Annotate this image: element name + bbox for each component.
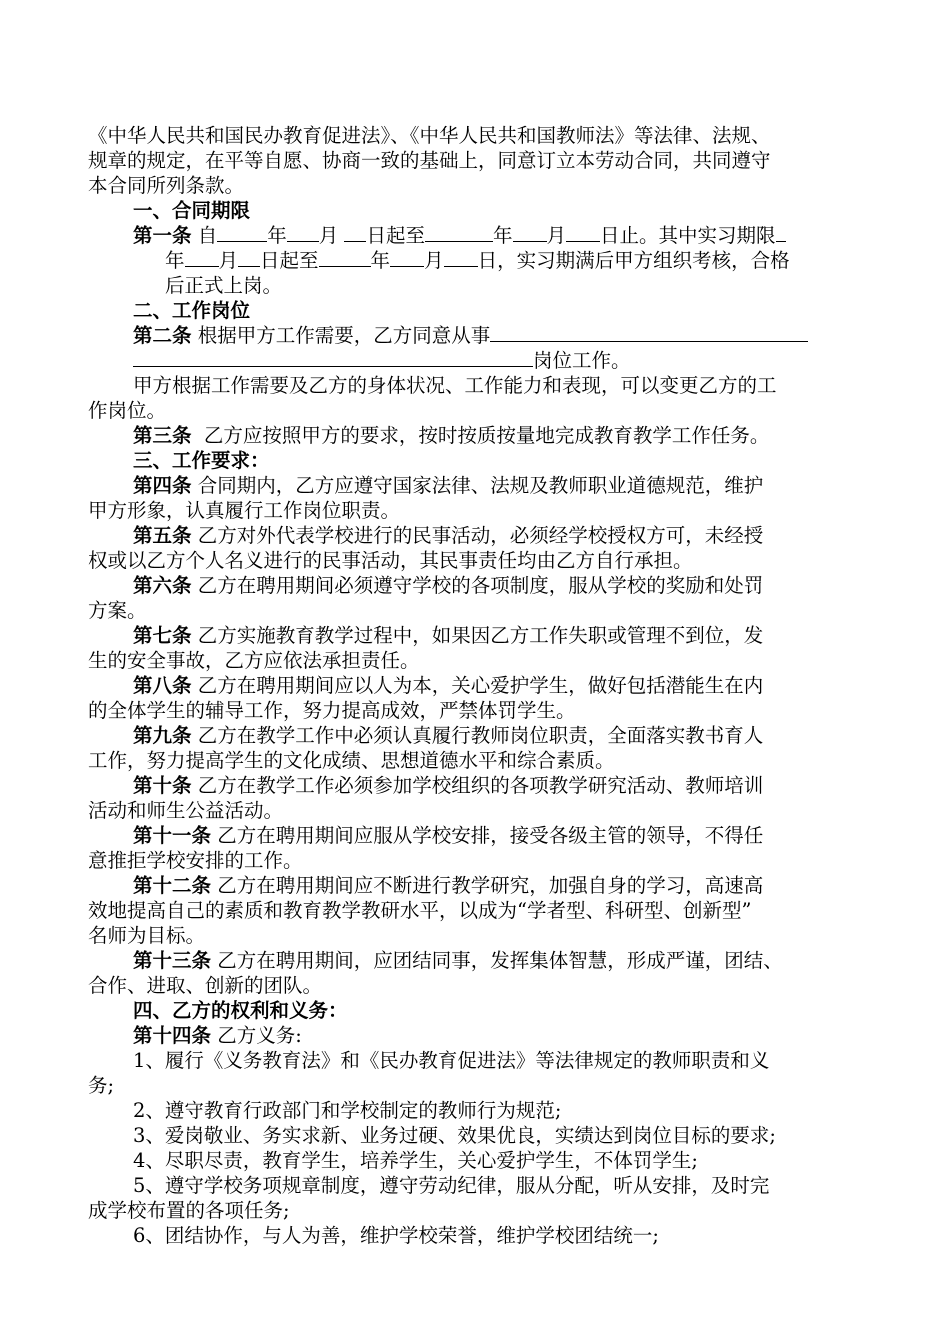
article-2-para-line-2: 作岗位。 (88, 399, 167, 422)
section-1-heading: 一、合同期限 (133, 199, 251, 222)
blank-end-day[interactable] (566, 223, 600, 242)
article-5-label: 第五条 (133, 524, 192, 547)
duty-5-line-1: 5、遵守学校务项规章制度，遵守劳动纪律，服从分配，听从安排，及时完 (133, 1174, 770, 1197)
duty-1-line-1: 1、履行《义务教育法》和《民办教育促进法》等法律规定的教师职责和义 (133, 1049, 770, 1072)
article-11-line-1: 第十一条 乙方在聘用期间应服从学校安排，接受各级主管的领导，不得任 (133, 824, 764, 847)
article-5-line-1: 第五条 乙方对外代表学校进行的民事活动，必须经学校授权方可，未经授 (133, 524, 764, 547)
article-3-label: 第三条 (133, 424, 192, 447)
blank-trial-end-year[interactable] (319, 248, 371, 267)
article-14: 第十四条 乙方义务: (133, 1024, 302, 1047)
intro-line-1: 《中华人民共和国民办教育促进法》、《中华人民共和国教师法》等法律、法规、 (88, 124, 771, 147)
article-10-line-1: 第十条 乙方在教学工作必须参加学校组织的各项教学研究活动、教师培训 (133, 774, 764, 797)
blank-trial-period[interactable] (776, 223, 786, 242)
article-8-line-1: 第八条 乙方在聘用期间应以人为本，关心爱护学生，做好包括潜能生在内 (133, 674, 764, 697)
blank-start-day[interactable] (344, 223, 366, 242)
article-9-line-2: 工作，努力提高学生的文化成绩、思想道德水平和综合素质。 (88, 749, 615, 772)
article-7-line-2: 生的安全事故，乙方应依法承担责任。 (88, 649, 420, 672)
blank-start-month[interactable] (287, 223, 319, 242)
article-2-label: 第二条 (133, 324, 192, 347)
article-6-line-2: 方案。 (88, 599, 147, 622)
article-4-line-1: 第四条 合同期内，乙方应遵守国家法律、法规及教师职业道德规范，维护 (133, 474, 764, 497)
article-11-line-2: 意推拒学校安排的工作。 (88, 849, 303, 872)
article-2-para-line-1: 甲方根据工作需要及乙方的身体状况、工作能力和表现，可以变更乙方的工 (133, 374, 777, 397)
blank-trial-end-day[interactable] (444, 248, 478, 267)
duty-1-line-2: 务; (88, 1074, 115, 1097)
article-12-label: 第十二条 (133, 874, 212, 897)
article-10-label: 第十条 (133, 774, 192, 797)
intro-line-3: 本合同所列条款。 (88, 174, 245, 197)
blank-position-1[interactable] (490, 323, 808, 342)
article-5-line-2: 权或以乙方个人名义进行的民事活动，其民事责任均由乙方自行承担。 (88, 549, 693, 572)
blank-trial-start-month[interactable] (185, 248, 219, 267)
blank-position-2[interactable] (133, 348, 533, 367)
blank-end-month[interactable] (513, 223, 547, 242)
blank-trial-end-month[interactable] (390, 248, 424, 267)
article-6-line-1: 第六条 乙方在聘用期间必须遵守学校的各项制度，服从学校的奖励和处罚 (133, 574, 764, 597)
article-1-line-3: 后正式上岗。 (165, 274, 283, 297)
article-12-line-1: 第十二条 乙方在聘用期间应不断进行教学研究，加强自身的学习，高速高 (133, 874, 764, 897)
article-9-line-1: 第九条 乙方在教学工作中必须认真履行教师岗位职责，全面落实教书育人 (133, 724, 764, 747)
article-9-label: 第九条 (133, 724, 192, 747)
article-8-line-2: 的全体学生的辅导工作，努力提高成效，严禁体罚学生。 (88, 699, 576, 722)
blank-trial-start-day[interactable] (238, 248, 260, 267)
article-1-line-1: 第一条 自 年 月 日起至 年 月 日止。其中实习期限 (133, 223, 786, 249)
article-7-line-1: 第七条 乙方实施教育教学过程中，如果因乙方工作失职或管理不到位，发 (133, 624, 764, 647)
article-2-line-2: 岗位工作。 (133, 348, 631, 374)
article-12-line-3: 名师为目标。 (88, 924, 206, 947)
article-11-label: 第十一条 (133, 824, 212, 847)
article-6-label: 第六条 (133, 574, 192, 597)
duty-4: 4、尽职尽责，教育学生，培养学生，关心爱护学生，不体罚学生; (133, 1149, 698, 1172)
article-13-line-1: 第十三条 乙方在聘用期间，应团结同事，发挥集体智慧，形成严谨，团结、 (133, 949, 783, 972)
duty-6: 6、团结协作，与人为善，维护学校荣誉，维护学校团结统一; (133, 1224, 659, 1247)
article-4-label: 第四条 (133, 474, 192, 497)
article-13-line-2: 合作、进取、创新的团队。 (88, 974, 323, 997)
section-3-heading: 三、工作要求： (133, 449, 270, 472)
article-13-label: 第十三条 (133, 949, 212, 972)
article-1-line-2: 年 月 日起至 年 月 日，实习期满后甲方组织考核，合格 (165, 249, 790, 272)
article-12-line-2: 效地提高自己的素质和教育教学教研水平，以成为“学者型、科研型、创新型” (88, 899, 752, 922)
duty-3: 3、爱岗敬业、务实求新、业务过硬、效果优良，实绩达到岗位目标的要求; (133, 1124, 776, 1147)
article-7-label: 第七条 (133, 624, 192, 647)
section-2-heading: 二、工作岗位 (133, 299, 251, 322)
section-4-heading: 四、乙方的权利和义务： (133, 999, 348, 1022)
article-4-line-2: 甲方形象，认真履行工作岗位职责。 (88, 499, 401, 522)
article-2-line-1: 第二条 根据甲方工作需要，乙方同意从事 (133, 323, 808, 349)
duty-2: 2、遵守教育行政部门和学校制定的教师行为规范; (133, 1099, 562, 1122)
article-14-label: 第十四条 (133, 1024, 212, 1047)
article-10-line-2: 活动和师生公益活动。 (88, 799, 284, 822)
article-3: 第三条 乙方应按照甲方的要求，按时按质按量地完成教育教学工作任务。 (133, 424, 770, 447)
blank-start-year[interactable] (217, 223, 267, 242)
article-1-label: 第一条 (133, 224, 192, 247)
blank-end-year[interactable] (425, 223, 493, 242)
article-8-label: 第八条 (133, 674, 192, 697)
intro-line-2: 规章的规定，在平等自愿、协商一致的基础上，同意订立本劳动合同，共同遵守 (88, 149, 771, 172)
duty-5-line-2: 成学校布置的各项任务; (88, 1199, 290, 1222)
